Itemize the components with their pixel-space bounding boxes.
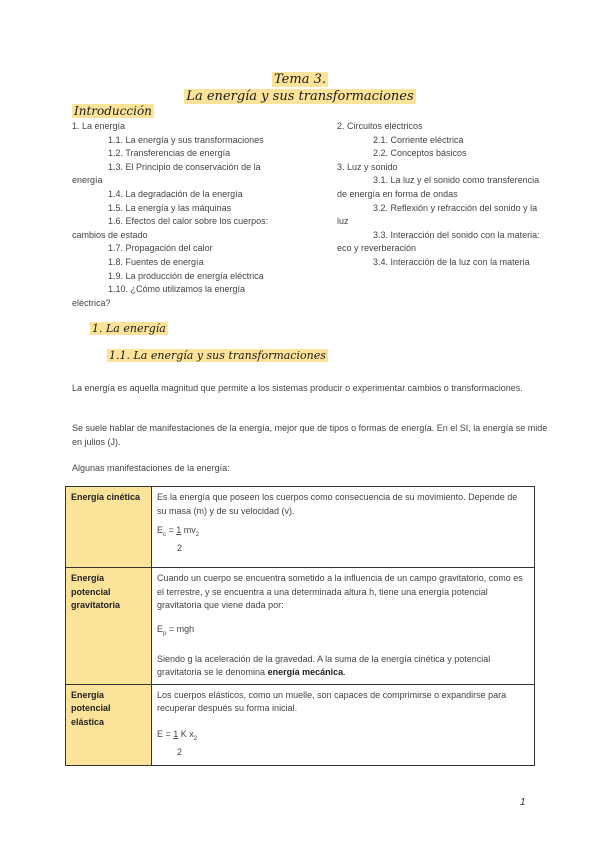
cell-cinetica	[152, 487, 535, 568]
toc-item: 1.8. Fuentes de energía	[108, 256, 204, 267]
energy-table	[65, 486, 535, 766]
toc-item: 2.2. Conceptos básicos	[373, 148, 467, 159]
title-line2: La energía y sus transformaciones	[186, 89, 414, 104]
page-number: 1	[520, 797, 526, 808]
intro-heading: Introducción	[74, 104, 152, 118]
toc-right	[337, 120, 562, 270]
toc-item: 3.3. Interacción del sonido con la materia:	[373, 229, 540, 240]
title-line1: Tema 3.	[274, 72, 326, 87]
toc-item: 1.9. La producción de energía eléctrica	[108, 270, 264, 281]
toc-item: 2. Circuitos eléctricos	[337, 121, 423, 131]
toc-item: luz	[337, 216, 349, 227]
toc-item: energía	[72, 175, 103, 186]
section-heading-1-1: 1.1. La energía y sus transformaciones	[109, 349, 326, 362]
toc-item: 1.3. El Principio de conservación de la	[108, 161, 261, 172]
label-elastica: Energía potencial elástica	[66, 684, 152, 765]
toc-item: 3. Luz y sonido	[337, 161, 398, 172]
toc-item: 3.1. La luz y el sonido como transferencia	[373, 175, 540, 186]
toc-item: 1.1. La energía y sus transformaciones	[108, 134, 264, 145]
label-potencial: Energía potencial gravitatoria	[66, 568, 152, 685]
paragraph-definition: La energía es aquella magnitud que permite a los sistemas producir o experimentar cambios o transformaciones.	[72, 383, 523, 393]
toc-item: de energía en forma de ondas	[337, 188, 458, 199]
toc-item: 2.1. Corriente eléctrica	[373, 134, 464, 145]
toc-item: 1.5. La energía y las máquinas	[108, 202, 232, 213]
text-elastica: Los cuerpos elásticos, como un muelle, son capaces de comprimirse o expandirse para recuperar después su forma inicial.	[157, 689, 507, 714]
table-row-cinetica	[66, 487, 535, 568]
table-row-elastica	[66, 684, 535, 765]
paragraph-units: Se suele hablar de manifestaciones de la energía, mejor que de tipos o formas de energía. En el SI, la energía se mide en julios (J).	[72, 423, 548, 447]
toc-item: 1. La energía	[72, 121, 126, 131]
label-cinetica: Energía cinética	[66, 487, 152, 568]
toc-item: 1.4. La degradación de la energía	[108, 188, 243, 199]
toc-item: 3.4. Interacción de la luz con la materia	[373, 256, 530, 267]
toc-left	[72, 120, 292, 310]
formula-elastica: E = 1 K $x_2$ 2	[157, 728, 198, 758]
toc-item: eco y reverberación	[337, 243, 417, 254]
formula-cinetica: $E_c = 1$ $mv_2$ 2	[157, 525, 200, 554]
formula-potencial: $E_p$ = mgh	[157, 623, 195, 637]
toc-item: eléctrica?	[72, 297, 111, 308]
toc-item: cambios de estado	[72, 229, 148, 240]
toc-item: 3.2. Reflexión y refracción del sonido y la	[373, 202, 538, 213]
section-heading-1: 1. La energía	[92, 322, 166, 335]
text-cinetica: Es la energía que poseen los cuerpos como consecuencia de su movimiento. Depende de su masa (m) y de su velocidad (v).	[157, 492, 518, 516]
table-row-potencial	[66, 568, 535, 685]
text-potencial: Cuando un cuerpo se encuentra sometido a la influencia de un campo gravitatorio, como es el terrestre, y se encuentra a una determinada altura h, tiene una energía potencial gravitatoria que viene dada por:	[157, 573, 523, 610]
text-potencial-2: Siendo g la aceleración de la gravedad. A la suma de la energía cinética y potencial gravitatoria se le denomina energía mecánica.	[157, 653, 491, 678]
paragraph-list-intro: Algunas manifestaciones de la energía:	[72, 463, 230, 473]
toc-item: 1.6. Efectos del calor sobre los cuerpos:	[108, 216, 269, 227]
cell-potencial	[152, 568, 535, 685]
toc-item: 1.2. Transferencias de energía	[108, 148, 231, 159]
toc-item: 1.10. ¿Cómo utilizamos la energía	[108, 284, 246, 295]
toc-item: 1.7. Propagación del calor	[108, 243, 213, 254]
cell-elastica	[152, 684, 535, 765]
